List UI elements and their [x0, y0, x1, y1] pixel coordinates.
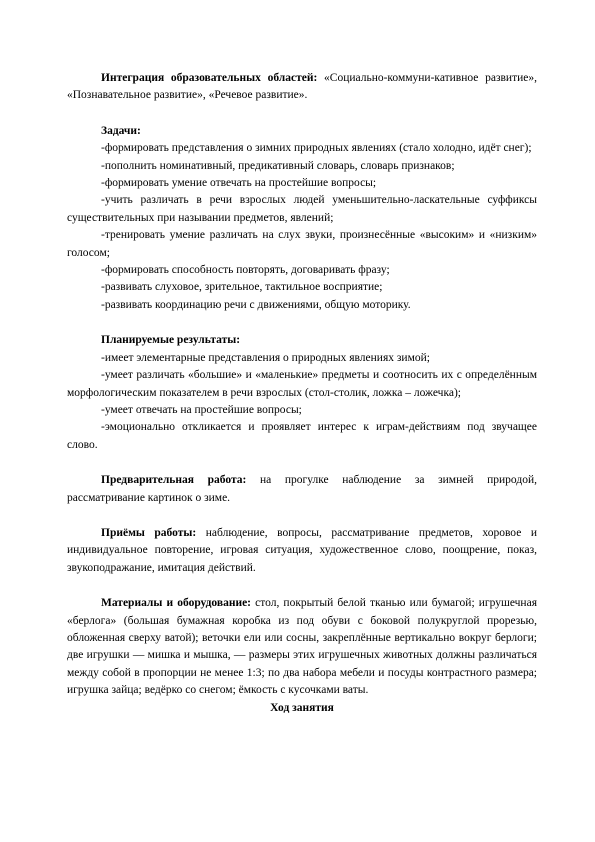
materials-paragraph — [67, 595, 537, 699]
preliminary-text: на прогулке наблюдение за зимней природой, рассматривание картинок о зиме. — [67, 474, 537, 504]
integration-paragraph — [67, 70, 537, 105]
tasks-list — [67, 140, 537, 314]
results-heading: Планируемые результаты: — [101, 334, 241, 347]
list-item: -тренировать умение различать на слух звуки, произнесённые «высоким» и «низким» голосом; — [67, 229, 537, 259]
methods-text: наблюдение, вопросы, рассматривание предметов, хоровое и индивидуальное повторение, игровая ситуация, художественное слово, поощрение, показ, звукоподражание, имитация действий. — [67, 526, 537, 574]
materials-label: Материалы и оборудование: — [101, 597, 252, 610]
list-item: -формировать представления о зимних природных явлениях (стало холодно, идёт снег); — [101, 142, 532, 155]
preliminary-label: Предварительная работа: — [101, 474, 247, 487]
results-list — [67, 350, 537, 454]
list-item: -развивать слуховое, зрительное, тактильное восприятие; — [101, 281, 383, 294]
tasks-heading: Задачи: — [101, 124, 141, 137]
list-item: -учить различать в речи взрослых людей уменьшительно-ласкательные суффиксы существительных при назывании предметов, явлений; — [67, 194, 537, 224]
list-item: -развивать координацию речи с движениями, общую моторику. — [101, 298, 411, 311]
list-item: -формировать умение отвечать на простейшие вопросы; — [101, 177, 377, 190]
list-item: -пополнить номинативный, предикативный словарь, словарь признаков; — [101, 159, 455, 172]
integration-label: Интеграция образовательных областей: — [101, 72, 318, 84]
preliminary-paragraph — [67, 472, 537, 507]
list-item: -умеет различать «большие» и «маленькие» предметы и соотносить их с определённым морфологическим показателем в речи взрослых (стол-столик, ложка – ложечка); — [67, 369, 537, 399]
list-item: -формировать способность повторять, договаривать фразу; — [101, 264, 390, 277]
lesson-title: Ход занятия — [270, 701, 334, 714]
document-page — [67, 70, 537, 717]
methods-paragraph — [67, 525, 537, 577]
integration-text: «Социально-коммуни-кативное развитие», «Познавательное развитие», «Речевое развитие». — [67, 72, 537, 102]
list-item: -имеет элементарные представления о природных явлениях зимой; — [101, 351, 430, 364]
list-item: -умеет отвечать на простейшие вопросы; — [101, 403, 302, 416]
methods-label: Приёмы работы: — [101, 526, 197, 539]
materials-text: стол, покрытый белой тканью или бумагой; игрушечная «берлога» (большая бумажная коробка из под обуви с боковой полукруглой прорезью, обложенная сверху ватой); веточки ели или сосны, закреплённые вертикально вокруг берлоги; две игрушки — мишка и мышка, — размеры этих игрушечных животных должны различаться между собой в пропорции не менее 1:3; по два набора мебели и посуды контрастного размера; игрушка зайца; ведёрко со снегом; ёмкость с кусочками ваты. — [67, 597, 537, 697]
list-item: -эмоционально откликается и проявляет интерес к играм-действиям под звучащее слово. — [67, 421, 537, 451]
